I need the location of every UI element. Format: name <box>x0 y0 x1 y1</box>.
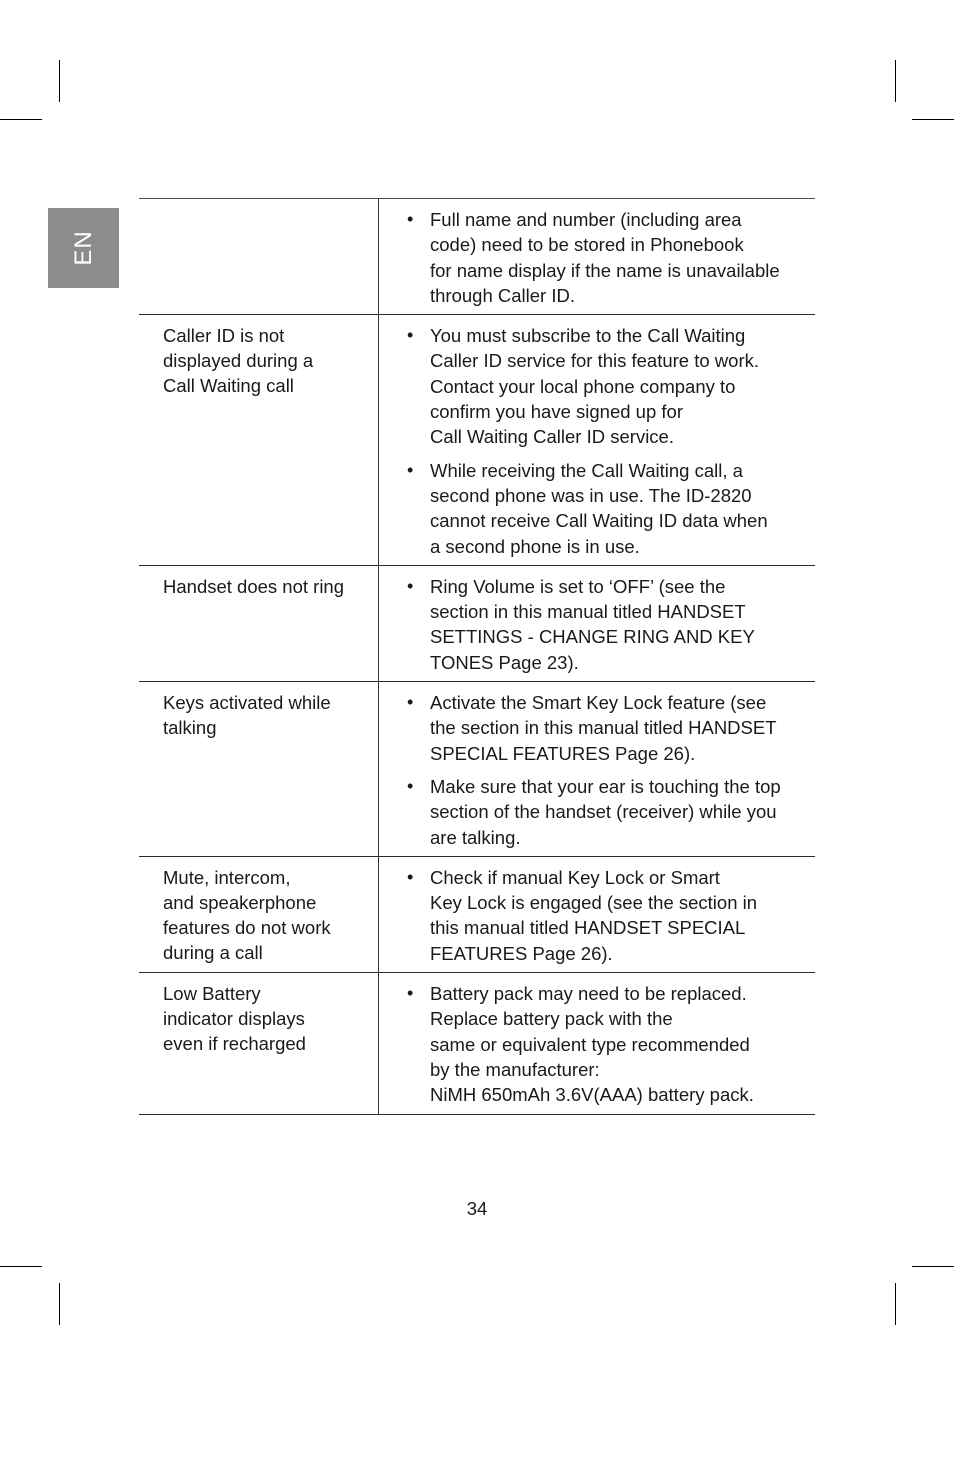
problem-cell <box>139 199 379 314</box>
problem-cell: Mute, intercom, and speakerphone features do not work during a call <box>139 857 379 972</box>
solution-cell <box>379 199 815 314</box>
problem-cell: Handset does not ring <box>139 566 379 681</box>
crop-mark <box>59 60 60 102</box>
bullet-icon: • <box>407 325 414 346</box>
bullet-icon: • <box>407 983 414 1004</box>
crop-mark <box>912 1266 954 1267</box>
crop-mark <box>59 1283 60 1325</box>
table-row <box>139 681 815 856</box>
bullet-icon: • <box>407 692 414 713</box>
table-row <box>139 199 815 314</box>
table-row <box>139 856 815 972</box>
table-row <box>139 972 815 1113</box>
solution-bullet <box>379 574 815 675</box>
solution-text: Activate the Smart Key Lock feature (see the section in this manual titled HANDSET SPECIAL FEATURES Page 26). <box>430 692 777 764</box>
crop-mark <box>912 119 954 120</box>
solution-bullet <box>379 981 815 1107</box>
problem-cell: Caller ID is not displayed during a Call Waiting call <box>139 315 379 565</box>
crop-mark <box>895 1283 896 1325</box>
solution-text: Full name and number (including area code) need to be stored in Phonebook for name display if the name is unavailable through Caller ID. <box>430 209 780 306</box>
solution-bullet <box>379 207 815 308</box>
language-tab-label: EN <box>69 230 97 266</box>
language-tab <box>48 208 119 288</box>
crop-mark <box>0 119 42 120</box>
problem-cell: Keys activated while talking <box>139 682 379 856</box>
problem-cell: Low Battery indicator displays even if recharged <box>139 973 379 1113</box>
troubleshooting-table <box>139 198 815 1115</box>
solution-text: Make sure that your ear is touching the top section of the handset (receiver) while you are talking. <box>430 775 781 848</box>
solution-text: Battery pack may need to be replaced. Replace battery pack with the same or equivalent type recommended by the manufacturer: NiMH 650mAh 3.6V(AAA) battery pack. <box>430 983 754 1106</box>
bullet-icon: • <box>407 775 414 796</box>
solution-bullet <box>379 774 815 850</box>
crop-mark <box>895 60 896 102</box>
bullet-icon: • <box>407 866 414 887</box>
solution-text: While receiving the Call Waiting call, a second phone was in use. The ID-2820 cannot receive Call Waiting ID data when a second phone is in use. <box>430 459 768 557</box>
bullet-icon: • <box>407 459 414 480</box>
solution-cell <box>379 566 815 681</box>
bullet-icon: • <box>407 209 414 229</box>
crop-mark <box>0 1266 42 1267</box>
solution-cell <box>379 857 815 972</box>
bullet-icon: • <box>407 575 414 596</box>
solution-bullet <box>379 458 815 559</box>
solution-cell <box>379 315 815 565</box>
solution-text: You must subscribe to the Call Waiting Caller ID service for this feature to work. Contact your local phone company to confirm you have signed up for Call Waiting Caller ID service. <box>430 325 759 448</box>
table-row <box>139 565 815 681</box>
table-row <box>139 314 815 565</box>
solution-bullet <box>379 323 815 449</box>
solution-text: Ring Volume is set to ‘OFF’ (see the section in this manual titled HANDSET SETTINGS - CHANGE RING AND KEY TONES Page 23). <box>430 575 755 673</box>
solution-bullet <box>379 690 815 766</box>
solution-cell <box>379 973 815 1113</box>
solution-bullet <box>379 865 815 966</box>
solution-text: Check if manual Key Lock or Smart Key Lock is engaged (see the section in this manual titled HANDSET SPECIAL FEATURES Page 26). <box>430 866 758 964</box>
solution-cell <box>379 682 815 856</box>
page-number: 34 <box>466 1198 488 1219</box>
